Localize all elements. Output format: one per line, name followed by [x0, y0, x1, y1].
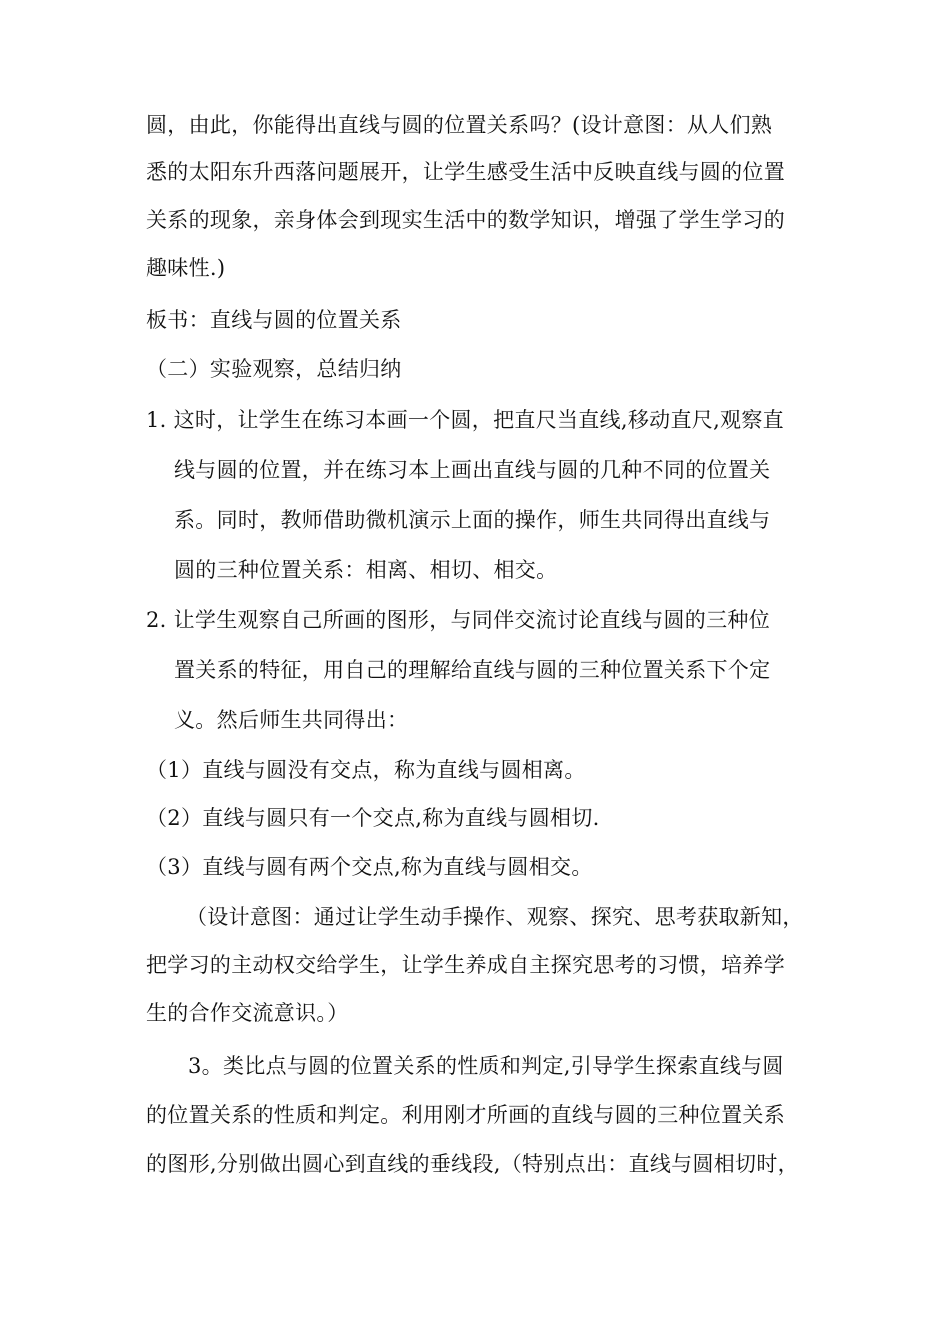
definition-3: （3）直线与圆有两个交点,称为直线与圆相交。 [146, 855, 593, 879]
design-note-line-1: （设计意图：通过让学生动手操作、观察、探究、思考获取新知， [186, 905, 804, 929]
section-heading: （二）实验观察，总结归纳 [146, 357, 402, 381]
item-2-line-2: 置关系的特征，用自己的理解给直线与圆的三种位置关系下个定 [174, 658, 771, 682]
definition-1: （1）直线与圆没有交点，称为直线与圆相离。 [146, 758, 586, 782]
item-1-line-1: 1. 这时，让学生在练习本画一个圆，把直尺当直线,移动直尺,观察直 [146, 408, 784, 432]
intro-line-3: 关系的现象，亲身体会到现实生活中的数学知识，增强了学生学习的 [146, 208, 785, 232]
item-3-line-2: 的位置关系的性质和判定。利用刚才所画的直线与圆的三种位置关系 [146, 1103, 785, 1127]
intro-line-4: 趣味性.) [146, 256, 226, 280]
intro-line-1: 圆，由此，你能得出直线与圆的位置关系吗？(设计意图：从人们熟 [146, 113, 773, 137]
definition-2: （2）直线与圆只有一个交点,称为直线与圆相切. [146, 806, 600, 830]
item-2-line-3: 义。然后师生共同得出： [174, 708, 409, 732]
board-note: 板书：直线与圆的位置关系 [146, 308, 402, 332]
item-1-line-4: 圆的三种位置关系：相离、相切、相交。 [174, 558, 558, 582]
design-note-line-3: 生的合作交流意识。） [146, 1001, 349, 1025]
item-3-line-1: 3。类比点与圆的位置关系的性质和判定,引导学生探索直线与圆 [188, 1054, 784, 1078]
item-1-line-3: 系。同时，教师借助微机演示上面的操作，师生共同得出直线与 [174, 508, 771, 532]
item-2-line-1: 2. 让学生观察自己所画的图形，与同伴交流讨论直线与圆的三种位 [146, 608, 771, 632]
intro-line-2: 悉的太阳东升西落问题展开，让学生感受生活中反映直线与圆的位置 [146, 160, 785, 184]
design-note-line-2: 把学习的主动权交给学生，让学生养成自主探究思考的习惯，培养学 [146, 953, 785, 977]
item-3-line-3: 的图形,分别做出圆心到直线的垂线段,（特别点出：直线与圆相切时， [146, 1152, 799, 1176]
item-1-line-2: 线与圆的位置，并在练习本上画出直线与圆的几种不同的位置关 [174, 458, 771, 482]
